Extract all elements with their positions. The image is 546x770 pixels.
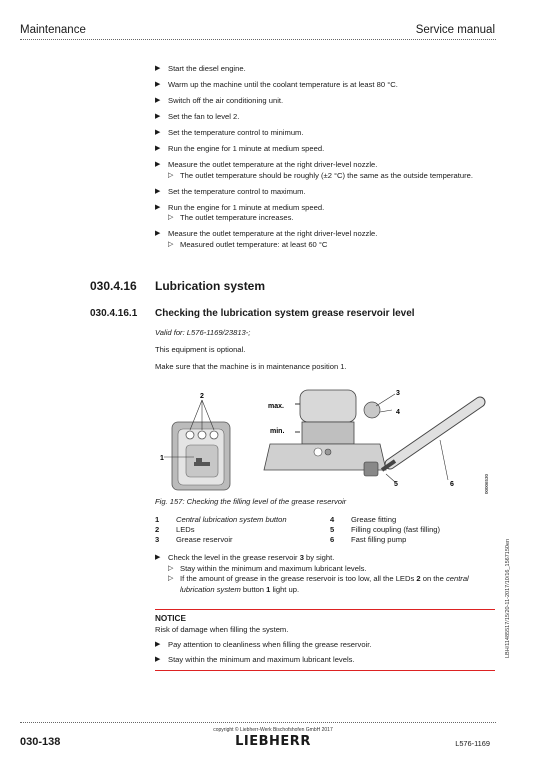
- action-arrow-icon: ▶: [155, 655, 161, 663]
- step: [155, 80, 495, 91]
- header-manual-title: Service manual: [415, 24, 495, 36]
- page-number: 030-138: [20, 736, 61, 748]
- figure-caption: Fig. 157: Checking the filling level of the grease reservoir: [155, 497, 347, 506]
- legend-number: 2: [155, 525, 160, 534]
- step: [155, 96, 495, 107]
- step-result: The outlet temperature should be roughly (±2 °C) the same as the outside temperature.: [180, 170, 473, 180]
- copyright: copyright © Liebherr-Werk Bischofshofen GmbH 2017: [213, 727, 333, 733]
- step: [155, 128, 495, 139]
- subsection-title: Checking the lubrication system grease reservoir level: [155, 308, 415, 319]
- step-text: Run the engine for 1 minute at medium speed.: [168, 144, 325, 153]
- legend-number: 4: [330, 515, 335, 524]
- callout-2: 2: [200, 393, 204, 400]
- legend-text: Grease fitting: [351, 515, 397, 524]
- header-section-title: Maintenance: [20, 24, 86, 36]
- legend-text: Filling coupling (fast filling): [351, 525, 441, 534]
- step: [155, 229, 495, 250]
- step-result: Measured outlet temperature: at least 60 °C: [180, 239, 328, 249]
- grease-reservoir-figure: [150, 382, 490, 494]
- step-text: Warm up the machine until the coolant temperature is at least 80 °C.: [168, 80, 398, 89]
- valid-for: Valid for: L576-1169/23813-;: [155, 328, 251, 337]
- legend-text: LEDs: [176, 525, 195, 534]
- action-arrow-icon: ▶: [155, 113, 161, 120]
- callout-6: 6: [450, 481, 454, 488]
- action-arrow-icon: ▶: [155, 641, 161, 648]
- check-steps: [155, 553, 495, 595]
- step-result: If the amount of grease in the grease reservoir is too low, all the LEDs 2 on the central lubrication system button 1 light up.: [180, 574, 469, 594]
- footer-divider: [20, 722, 496, 723]
- control-panel: [164, 400, 230, 490]
- step-result: The outlet temperature increases.: [180, 213, 294, 222]
- step-text: Start the diesel engine.: [168, 64, 246, 73]
- result-arrow-icon: ▷: [168, 240, 174, 248]
- led-icon: [210, 431, 218, 439]
- action-arrow-icon: ▶: [155, 145, 161, 152]
- callout-1: 1: [160, 455, 164, 462]
- legend-number: 6: [330, 535, 335, 544]
- action-arrow-icon: ▶: [155, 97, 161, 104]
- step: [155, 64, 495, 75]
- notice-steps: [155, 640, 495, 671]
- notice-text: Risk of damage when filling the system.: [155, 625, 289, 634]
- section-number: 030.4.16: [90, 279, 137, 293]
- legend-number: 5: [330, 525, 335, 534]
- step-result: Stay within the minimum and maximum lubricant levels.: [180, 563, 367, 573]
- action-arrow-icon: ▶: [155, 161, 161, 168]
- result-arrow-icon: ▷: [168, 564, 174, 572]
- max-label: max.: [268, 403, 284, 410]
- result-arrow-icon: ▷: [168, 171, 174, 179]
- header-divider: [20, 39, 496, 40]
- step-text: Measure the outlet temperature at the right driver-level nozzle.: [168, 160, 378, 169]
- optional-note: This equipment is optional.: [155, 345, 246, 354]
- action-arrow-icon: ▶: [155, 129, 161, 136]
- step-text: Set the fan to level 2.: [168, 112, 240, 121]
- section-title: Lubrication system: [155, 279, 266, 293]
- machine-model: L576-1169: [455, 739, 490, 748]
- legend-row: [155, 535, 495, 545]
- result-arrow-icon: ▷: [168, 575, 174, 582]
- figure-legend: [155, 515, 495, 545]
- action-arrow-icon: ▶: [155, 187, 161, 195]
- step: [155, 655, 495, 666]
- step-text: Stay within the minimum and maximum lubricant levels.: [168, 654, 355, 664]
- min-label: min.: [270, 428, 285, 435]
- notice-bottom-rule: [155, 670, 495, 671]
- legend-row: [155, 525, 495, 535]
- step: [155, 160, 495, 181]
- document-code: LBH/11485517/15/20-11-2017/10/16_1567150en: [505, 538, 511, 658]
- liebherr-logo: LIEBHERR: [235, 734, 311, 749]
- step-text: Check the level in the grease reservoir 3 by sight.: [168, 553, 335, 562]
- step: [155, 640, 495, 651]
- notice-title: NOTICE: [155, 614, 186, 623]
- step: [155, 187, 495, 198]
- legend-text: Central lubrication system button: [176, 515, 287, 524]
- action-arrow-icon: ▶: [155, 554, 161, 561]
- action-arrow-icon: ▶: [155, 203, 161, 211]
- step-text: Switch off the air conditioning unit.: [168, 96, 284, 105]
- procedure-steps: [155, 64, 495, 256]
- callout-5: 5: [394, 481, 398, 488]
- step-text: Set the temperature control to maximum.: [168, 186, 306, 196]
- step: [155, 112, 495, 123]
- led-icon: [186, 431, 194, 439]
- step: [155, 553, 495, 595]
- step-text: Set the temperature control to minimum.: [168, 128, 304, 137]
- callout-3: 3: [396, 390, 400, 397]
- result-arrow-icon: ▷: [168, 214, 174, 221]
- subsection-number: 030.4.16.1: [90, 308, 138, 319]
- notice-top-rule: [155, 609, 495, 610]
- action-arrow-icon: ▶: [155, 81, 161, 88]
- prerequisite: Make sure that the machine is in maintenance position 1.: [155, 362, 347, 371]
- legend-row: [155, 515, 495, 525]
- step: [155, 144, 495, 155]
- action-arrow-icon: ▶: [155, 230, 161, 237]
- legend-number: 1: [155, 515, 160, 524]
- action-arrow-icon: ▶: [155, 65, 161, 72]
- led-icon: [198, 431, 206, 439]
- legend-number: 3: [155, 535, 160, 544]
- step-text: Run the engine for 1 minute at medium speed.: [168, 202, 325, 212]
- callout-4: 4: [396, 409, 400, 416]
- step-text: Measure the outlet temperature at the right driver-level nozzle.: [168, 229, 378, 238]
- figure-id: 00006530: [484, 473, 489, 494]
- step: [155, 203, 495, 224]
- step-text: Pay attention to cleanliness when filling the grease reservoir.: [168, 640, 372, 649]
- legend-text: Fast filling pump: [351, 535, 407, 544]
- legend-text: Grease reservoir: [176, 535, 233, 544]
